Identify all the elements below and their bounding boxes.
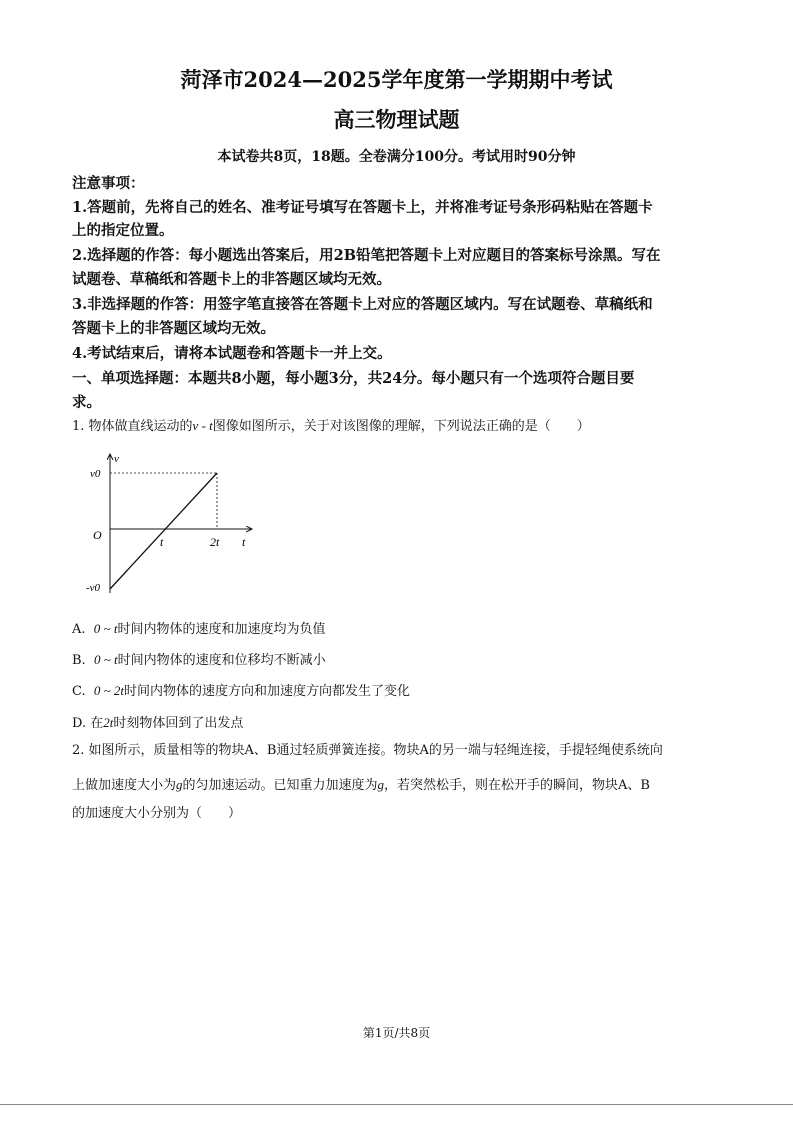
- v0-label: v0: [90, 468, 101, 480]
- section-1-line-2: 求。: [72, 394, 101, 411]
- note-2-line-2: 试题卷、草稿纸和答题卡上的非答题区域均无效。: [72, 271, 391, 288]
- q1-vt-graph: [80, 448, 270, 600]
- exam-subtitle: 高三物理试题: [333, 107, 460, 132]
- origin-label: O: [93, 528, 102, 542]
- bottom-divider: [0, 1104, 793, 1105]
- note-1-line-2: 上的指定位置。: [72, 222, 174, 239]
- exam-info: 本试卷共8页，18题。全卷满分100分。考试用时90分钟: [217, 149, 576, 165]
- q1-option-a: A. 0 ~ t时间内物体的速度和加速度均为负值: [72, 621, 326, 637]
- y-axis-label: v: [114, 453, 119, 465]
- note-4: 4.考试结束后，请将本试题卷和答题卡一并上交。: [72, 345, 392, 362]
- 2t-tick-label: 2t: [210, 535, 220, 549]
- q2-line-3: 的加速度大小分别为（ ）: [72, 806, 242, 821]
- q1-option-c: C. 0 ~ 2t时间内物体的速度方向和加速度方向都发生了变化: [72, 683, 411, 699]
- q1-stem: 1. 物体做直线运动的v - t图像如图所示，关于对该图像的理解，下列说法正确的是（ ）: [72, 418, 590, 434]
- t-tick-label: t: [160, 535, 164, 549]
- x-axis-label: t: [242, 535, 246, 549]
- note-1-line-1: 1.答题前，先将自己的姓名、准考证号填写在答题卡上，并将准考证号条形码粘贴在答题卡: [72, 199, 653, 216]
- q1-option-d: D. 在2t时刻物体回到了出发点: [72, 715, 244, 731]
- velocity-line: [110, 473, 217, 589]
- note-2-line-1: 2.选择题的作答：每小题选出答案后，用2B铅笔把答题卡上对应题目的答案标号涂黑。写在: [72, 247, 661, 264]
- note-3-line-1: 3.非选择题的作答：用签字笔直接答在答题卡上对应的答题区域内。写在试题卷、草稿纸和: [72, 296, 653, 313]
- q2-line-1: 2. 如图所示，质量相等的物块A、B通过轻质弹簧连接。物块A的另一端与轻绳连接，手提轻绳使系统向: [72, 743, 663, 758]
- note-3-line-2: 答题卡上的非答题区域均无效。: [72, 320, 275, 337]
- q1-option-b: B. 0 ~ t时间内物体的速度和位移均不断减小: [72, 652, 326, 668]
- neg-v0-label: -v0: [86, 582, 101, 594]
- section-1-line-1: 一、单项选择题：本题共8小题，每小题3分，共24分。每小题只有一个选项符合题目要: [72, 370, 635, 387]
- q2-line-2: 上做加速度大小为g的匀加速运动。已知重力加速度为g，若突然松手，则在松开手的瞬间，物块A、B: [72, 777, 650, 793]
- page-footer: 第1页/共8页: [362, 1026, 431, 1040]
- notes-heading: 注意事项：: [72, 175, 145, 192]
- exam-title: 菏泽市2024—2025学年度第一学期期中考试: [180, 67, 613, 92]
